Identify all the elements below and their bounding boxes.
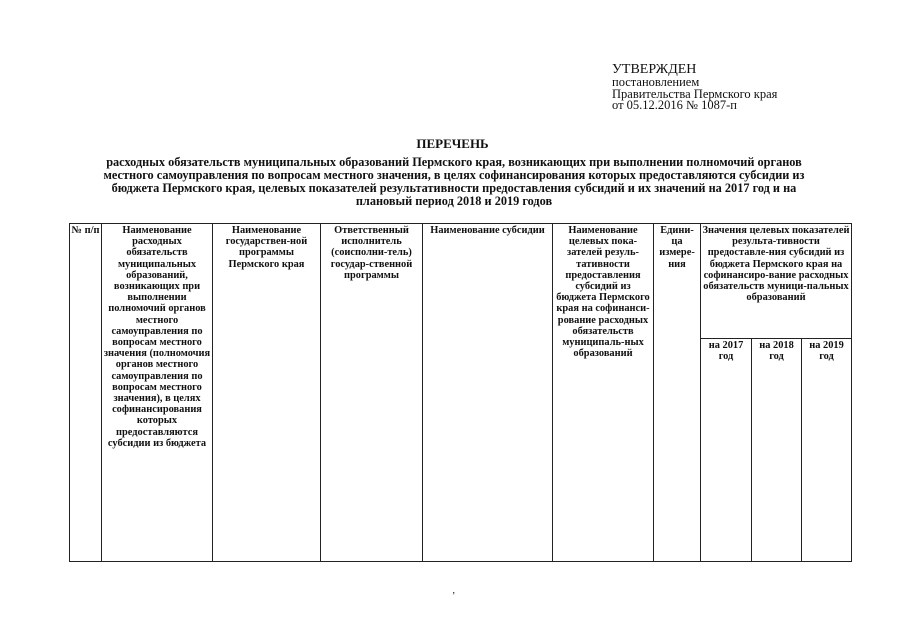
header-year-2018: на 2018 год bbox=[752, 339, 802, 562]
table-header-row bbox=[70, 224, 852, 339]
obligations-table bbox=[69, 223, 852, 562]
header-indicator-values: Значения целевых показателей результа-тивности предоставле-ния субсидий из бюджета Пермского края на софинансиро-вание расходных обязательств муници-пальных образований bbox=[701, 224, 852, 339]
approval-heading: УТВЕРЖДЕН bbox=[612, 62, 697, 77]
header-year-2017: на 2017 год bbox=[701, 339, 752, 562]
approval-line-3: от 05.12.2016 № 1087-п bbox=[612, 98, 737, 112]
header-subsidy-name: Наименование субсидии bbox=[423, 224, 553, 562]
header-unit: Едини-ца измере-ния bbox=[654, 224, 701, 562]
document-subtitle: расходных обязательств муниципальных образований Пермского края, возникающих при выполнении полномочий органов местного самоуправления по вопросам местного значения, в целях софинансирования которых предоставляются субсидии из бюджета Пермского края, целевых показателей результативности предоставления субсидий и их значений на 2017 год и на плановый период 2018 и 2019 годов bbox=[103, 155, 805, 208]
approval-line-1: постановлением bbox=[612, 75, 700, 89]
document-title: ПЕРЕЧЕНЬ bbox=[416, 136, 489, 151]
header-obligation-name: Наименование расходных обязательств муниципальных образований, возникающих при выполнении полномочий органов местного самоуправления по вопросам местного значения (полномочия органов местного самоуправления по вопросам местного значения), в целях софинансирования которых предоставляются субсидии из бюджета bbox=[102, 224, 213, 562]
header-executor: Ответственный исполнитель (соисполни-тель) государ-ственной программы bbox=[321, 224, 423, 562]
scan-mark: ‚ bbox=[452, 585, 456, 596]
header-program-name: Наименование государствен-ной программы Пермского края bbox=[213, 224, 321, 562]
approval-line-2: Правительства Пермского края bbox=[612, 86, 778, 101]
header-indicators: Наименование целевых пока-зателей резуль-тативности предоставления субсидий из бюджета Пермского края на софинанси-рование расходных обязательств муниципаль-ных образований bbox=[553, 224, 654, 562]
header-number: № п/п bbox=[70, 224, 102, 562]
approval-stamp bbox=[612, 62, 777, 112]
header-year-2019: на 2019 год bbox=[802, 339, 852, 562]
